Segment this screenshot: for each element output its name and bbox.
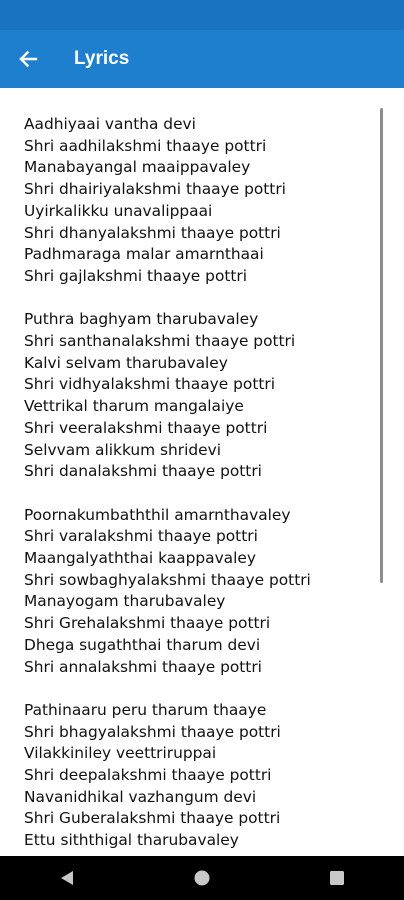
lyrics-line: Shri sowbaghyalakshmi thaaye pottri [24, 570, 311, 589]
lyrics-scroll-view[interactable] [0, 88, 404, 850]
page-title: Lyrics [74, 48, 130, 69]
lyrics-line: Poornakumbaththil amarnthavaley [24, 505, 291, 524]
lyrics-line: Manayogam tharubavaley [24, 592, 226, 611]
lyrics-line: Shri annalakshmi thaaye pottri [24, 657, 262, 676]
status-bar [0, 0, 404, 30]
lyrics-line: Shri varalakshmi thaaye pottri [24, 527, 258, 546]
lyrics-stanza [24, 309, 404, 483]
lyrics-line: Shri Grehalakshmi thaaye pottri [24, 614, 271, 633]
lyrics-line: Shri danalakshmi thaaye pottri [24, 462, 262, 481]
lyrics-line: Maangalyaththai kaappavaley [24, 549, 256, 568]
back-button[interactable] [0, 30, 56, 88]
lyrics-line: Shri gajlakshmi thaaye pottri [24, 266, 248, 285]
nav-recents-button[interactable] [317, 858, 357, 898]
lyrics-line: Selvvam alikkum shridevi [24, 440, 222, 459]
lyrics-line: Manabayangal maaippavaley [24, 158, 251, 177]
lyrics-stanza [24, 114, 404, 288]
lyrics-line: Shri dhairiyalakshmi thaaye pottri [24, 180, 286, 199]
lyrics-text [0, 88, 404, 852]
lyrics-line: Shri aadhilakshmi thaaye pottri [24, 136, 267, 155]
lyrics-stanza [24, 505, 404, 679]
lyrics-line: Shri vidhyalakshmi thaaye pottri [24, 375, 275, 394]
lyrics-line: Shri bhagyalakshmi thaaye pottri [24, 722, 281, 741]
lyrics-line: Uyirkalikku unavalippaai [24, 201, 213, 220]
lyrics-line: Pathinaaru peru tharum thaaye [24, 700, 267, 719]
circle-home-icon [193, 869, 211, 887]
lyrics-line: Shri veeralakshmi thaaye pottri [24, 418, 268, 437]
nav-back-button[interactable] [47, 858, 87, 898]
lyrics-line: Shri santhanalakshmi thaaye pottri [24, 332, 296, 351]
lyrics-line: Dhega sugaththai tharum devi [24, 635, 261, 654]
system-nav-bar [0, 856, 404, 900]
nav-home-button[interactable] [182, 858, 222, 898]
triangle-back-icon [59, 869, 75, 887]
lyrics-line: Puthra baghyam tharubavaley [24, 310, 259, 329]
lyrics-line: Vettrikal tharum mangalaiye [24, 397, 244, 416]
app-bar [0, 30, 404, 88]
lyrics-line: Shri dhanyalakshmi thaaye pottri [24, 223, 281, 242]
lyrics-line: Navanidhikal vazhangum devi [24, 787, 257, 806]
lyrics-line: Ettu siththigal tharubavaley [24, 831, 239, 850]
lyrics-line: Padhmaraga malar amarnthaai [24, 245, 264, 264]
square-recents-icon [329, 870, 345, 886]
scrollbar[interactable] [380, 108, 383, 583]
arrow-back-icon [18, 49, 38, 69]
lyrics-line: Shri deepalakshmi thaaye pottri [24, 766, 272, 785]
lyrics-line: Shri Guberalakshmi thaaye pottri [24, 809, 281, 828]
lyrics-line: Vilakkiniley veettriruppai [24, 744, 217, 763]
lyrics-line: Aadhiyaai vantha devi [24, 115, 196, 133]
lyrics-stanza [24, 700, 404, 852]
lyrics-line: Kalvi selvam tharubavaley [24, 353, 228, 372]
